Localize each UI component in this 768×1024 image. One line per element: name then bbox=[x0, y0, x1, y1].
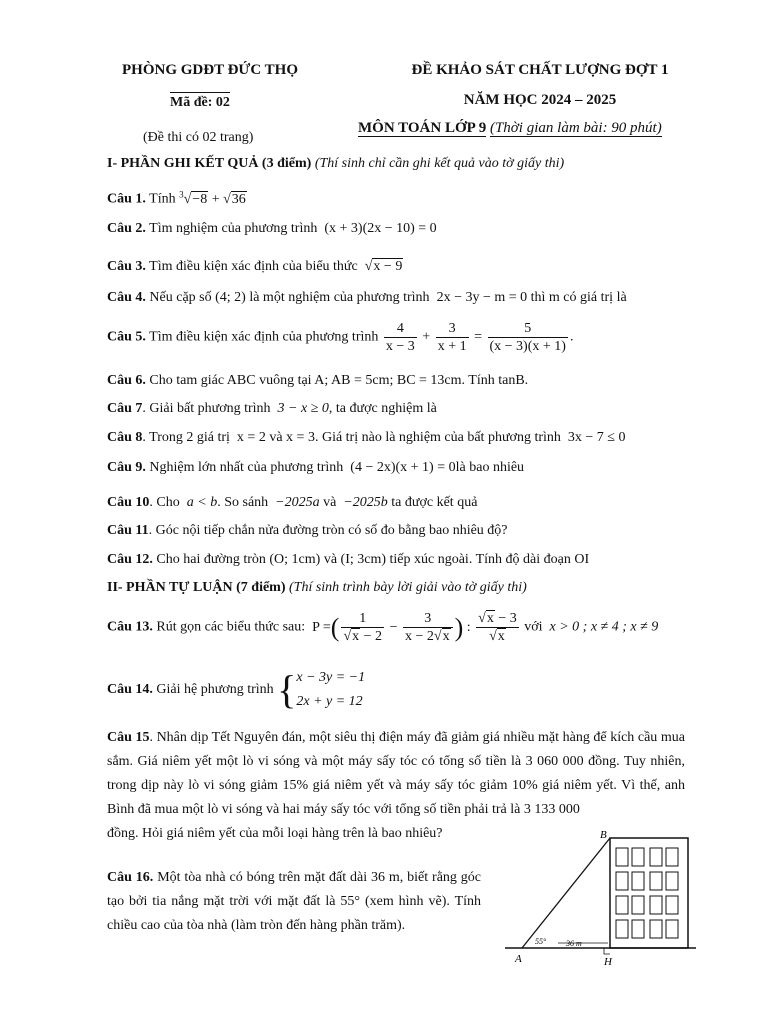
question-2: Câu 2. Tìm nghiệm của phương trình (x + 3)(2x − 10) = 0 bbox=[107, 221, 437, 236]
question-3: Câu 3. Tìm điều kiện xác định của biểu thức √x − 9 bbox=[107, 259, 403, 274]
question-15: Câu 15. Nhân dịp Tết Nguyên đán, một siêu thị điện máy đã giảm giá nhiều mặt hàng để kích cầu mua sắm. Giá niêm yết một lò vi sóng và một máy sấy tóc có tổng số tiền là 3 060 000 đồng. Tuy nhiên, trong dịp này lò vi sóng giảm 15% giá niêm yết và máy sấy tóc giảm 10% giá niêm yết. Vì thế, anh Bình đã mua một lò vi sóng và hai máy sấy tóc với tổng số tiền phải trả là 3 133 000 đồng. Hỏi giá niêm yết của mỗi loại hàng trên là bao nhiêu? bbox=[107, 730, 686, 841]
right-angle-mark bbox=[604, 948, 610, 954]
exam-code: Mã đề: 02 bbox=[170, 92, 230, 111]
label-b: B bbox=[600, 829, 607, 841]
building-outline bbox=[610, 838, 688, 948]
building-figure bbox=[500, 822, 700, 972]
label-a: A bbox=[515, 953, 522, 965]
distance-label: 36 m bbox=[566, 939, 582, 948]
question-6: Câu 6. Cho tam giác ABC vuông tại A; AB = 5cm; BC = 13cm. Tính tanB. bbox=[107, 373, 529, 388]
time-limit: (Thời gian làm bài: 90 phút) bbox=[489, 120, 662, 136]
part2-heading: II- PHẦN TỰ LUẬN (7 điểm) (Thí sinh trình bày lời giải vào tờ giấy thi) bbox=[107, 580, 527, 595]
label-h: H bbox=[604, 956, 612, 968]
question-7: Câu 7. Giải bất phương trình 3 − x ≥ 0, ta được nghiệm là bbox=[107, 401, 437, 416]
question-8: Câu 8. Trong 2 giá trị x = 2 và x = 3. Giá trị nào là nghiệm của bất phương trình 3x − 7 ≤ 0 bbox=[107, 430, 626, 445]
question-10: Câu 10. Cho a < b. So sánh −2025a và −2025b ta được kết quả bbox=[107, 495, 478, 510]
sun-ray-line bbox=[522, 838, 610, 948]
question-14: Câu 14. Giải hệ phương trình { x − 3y = −1 2x + y = 12 bbox=[107, 667, 366, 712]
department-name: PHÒNG GDĐT ĐỨC THỌ bbox=[122, 62, 298, 78]
question-5: Câu 5. Tìm điều kiện xác định của phương trình $\frac{4}{x - 3}$ + $\frac{3}{x + 1}$ = $\frac{5}{(x - 3)(x + 1)}$ . bbox=[107, 321, 574, 354]
question-4: Câu 4. Nếu cặp số (4; 2) là một nghiệm của phương trình 2x − 3y − m = 0 thì m có giá trị là bbox=[107, 290, 627, 305]
angle-label: 55° bbox=[535, 937, 547, 946]
subject-name: MÔN TOÁN LỚP 9 bbox=[358, 120, 487, 136]
question-11: Câu 11. Góc nội tiếp chắn nửa đường tròn có số đo bằng bao nhiêu độ? bbox=[107, 523, 508, 538]
building-windows bbox=[616, 848, 678, 938]
subject-line bbox=[358, 120, 662, 137]
question-16: Câu 16. Một tòa nhà có bóng trên mặt đất dài 36 m, biết rằng góc tạo bởi tia nắng mặt trời với mặt đất là 55° (xem hình vẽ). Tính chiều cao của tòa nhà (làm tròn đến hàng phần trăm). bbox=[107, 870, 482, 933]
question-13: Câu 13. Rút gọn các biểu thức sau: P =( $\frac{1}{√x - 2}$ − $\frac{3}{x - 2√x}$ ) : $\frac{√x - 3}{√x}$ với x > 0 ; x ≠ 4 ; x ≠ 9 bbox=[107, 611, 659, 644]
question-12: Câu 12. Cho hai đường tròn (O; 1cm) và (I; 3cm) tiếp xúc ngoài. Tính độ dài đoạn OI bbox=[107, 552, 590, 567]
question-9: Câu 9. Nghiệm lớn nhất của phương trình (4 − 2x)(x + 1) = 0là bao nhiêu bbox=[107, 460, 525, 475]
question-1: Câu 1. Tính $^3$√−8 + √36 bbox=[107, 189, 246, 207]
page-count: (Đề thi có 02 trang) bbox=[143, 130, 254, 145]
part1-heading: I- PHẦN GHI KẾT QUẢ (3 điểm) (Thí sinh chỉ cần ghi kết quả vào tờ giấy thi) bbox=[107, 156, 565, 171]
exam-title: ĐỀ KHẢO SÁT CHẤT LƯỢNG ĐỢT 1 bbox=[411, 62, 669, 78]
school-year: NĂM HỌC 2024 – 2025 bbox=[463, 92, 617, 108]
